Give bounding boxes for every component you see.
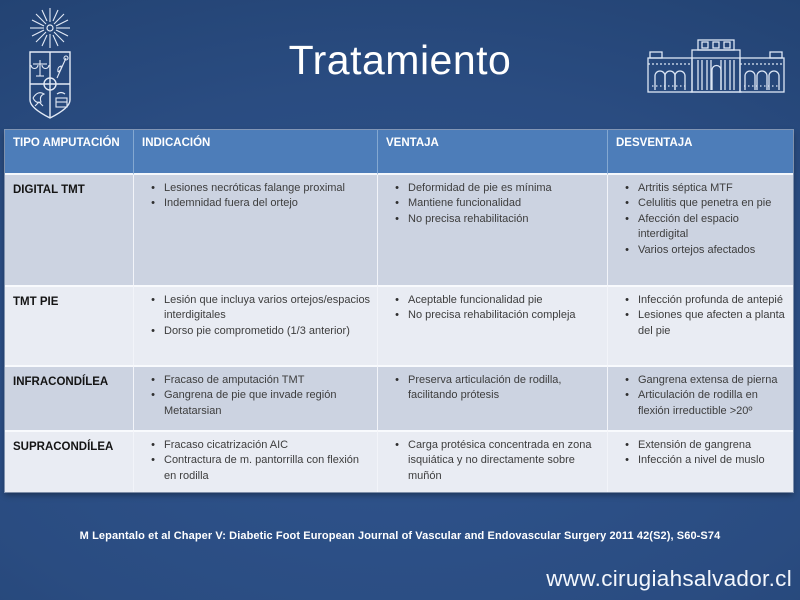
bullet-item [142,373,371,388]
bullet-icon: • [395,374,399,386]
bullet-text: Mantiene funcionalidad [408,197,522,210]
bullet-item [616,212,787,243]
column-header-indicacion: INDICACIÓN [133,130,377,175]
row-label-tmt-pie: TMT PIE [5,285,133,365]
bullet-icon: • [395,294,399,306]
bullet-icon: • [395,212,399,225]
bullet-text: Lesiones que afecten a planta del pie [638,309,785,337]
bullet-text: Fracaso de amputación TMT [164,374,305,386]
row-label-infracondilea: INFRACONDÍLEA [5,365,133,430]
bullet-icon: • [151,454,155,467]
bullet-icon: • [625,197,629,210]
bullet-item [142,453,371,484]
row-label-digital-tmt: DIGITAL TMT [5,175,133,285]
bullet-icon: • [151,389,155,402]
bullet-item [142,324,371,339]
ventaja-cell [377,175,607,285]
bullet-icon: • [395,439,399,451]
bullet-text: Celulitis que penetra en pie [638,197,772,210]
bullet-text: Indemnidad fuera del ortejo [164,197,298,210]
desventaja-cell [607,285,793,365]
bullet-item [616,438,787,453]
bullet-item [616,243,787,258]
hospital-building-icon [646,34,786,98]
bullet-text: Artritis séptica MTF [638,182,733,194]
bullet-text: Carga protésica concentrada en zona isquiática y no directamente sobre muñón [408,439,592,482]
treatment-table [5,130,793,492]
bullet-icon: • [625,182,629,194]
indicacion-cell [133,175,377,285]
bullet-text: Deformidad de pie es mínima [408,182,552,194]
bullet-item [616,373,787,388]
bullet-item [386,212,601,227]
bullet-text: Fracaso cicatrización AIC [164,439,289,451]
page-title: Tratamiento [288,37,512,83]
bullet-icon: • [395,197,399,210]
bullet-text: Afección del espacio interdigital [638,212,739,241]
bullet-item [616,181,787,196]
bullet-text: Gangrena extensa de pierna [638,374,778,386]
bullet-icon: • [151,182,155,194]
bullet-item [142,196,371,211]
website-url: www.cirugiahsalvador.cl [546,566,792,591]
bullet-item [616,388,787,419]
bullet-icon: • [395,309,399,322]
bullet-text: Preserva articulación de rodilla, facilitando prótesis [408,374,562,402]
column-header-desventaja: DESVENTAJA [607,130,793,175]
bullet-icon: • [151,294,155,306]
row-label-supracondilea: SUPRACONDÍLEA [5,430,133,492]
bullet-item [142,388,371,419]
bullet-item [386,196,601,211]
indicacion-cell [133,430,377,492]
bullet-item [616,293,787,308]
bullet-icon: • [151,439,155,451]
bullet-text: No precisa rehabilitación compleja [408,309,576,322]
desventaja-cell [607,175,793,285]
ventaja-cell [377,430,607,492]
bullet-item [142,438,371,453]
bullet-item [386,308,601,323]
desventaja-cell [607,430,793,492]
bullet-item [142,181,371,196]
bullet-text: Infección profunda de antepié [638,294,783,306]
bullet-icon: • [625,294,629,306]
bullet-icon: • [625,212,629,225]
bullet-icon: • [625,454,629,467]
ventaja-cell [377,365,607,430]
bullet-text: Infección a nivel de muslo [638,454,765,467]
desventaja-cell [607,365,793,430]
bullet-item [386,373,601,404]
bullet-text: Contractura de m. pantorrilla con flexión en rodilla [164,454,360,482]
bullet-text: Varios ortejos afectados [638,243,756,256]
bullet-item [616,453,787,468]
bullet-text: Dorso pie comprometido (1/3 anterior) [164,324,350,337]
bullet-text: Extensión de gangrena [638,439,752,451]
bullet-item [616,308,787,339]
bullet-text: No precisa rehabilitación [408,212,529,225]
bullet-icon: • [625,389,629,402]
reference-citation: M Lepantalo et al Chaper V: Diabetic Foot European Journal of Vascular and Endovascular Surgery 2011 42(S2), S60-S74 [79,530,721,542]
bullet-icon: • [151,324,155,337]
bullet-text: Lesiones necróticas falange proximal [164,182,345,194]
column-header-tipo-amputacion: TIPO AMPUTACIÓN [5,130,133,175]
bullet-text: Aceptable funcionalidad pie [408,294,543,306]
ventaja-cell [377,285,607,365]
bullet-item [616,196,787,211]
column-header-ventaja: VENTAJA [377,130,607,175]
bullet-icon: • [625,439,629,451]
bullet-text: Lesión que incluya varios ortejos/espacios interdigitales [164,294,371,322]
bullet-item [386,293,601,308]
bullet-icon: • [151,197,155,210]
indicacion-cell [133,285,377,365]
bullet-item [142,293,371,324]
bullet-icon: • [625,243,629,256]
bullet-icon: • [625,374,629,386]
bullet-icon: • [151,374,155,386]
bullet-item [386,181,601,196]
bullet-icon: • [395,182,399,194]
bullet-item [386,438,601,484]
bullet-text: Gangrena de pie que invade región Metatarsian [164,389,337,417]
indicacion-cell [133,365,377,430]
bullet-text: Articulación de rodilla en flexión irreductible >20º [638,389,758,417]
bullet-icon: • [625,309,629,322]
